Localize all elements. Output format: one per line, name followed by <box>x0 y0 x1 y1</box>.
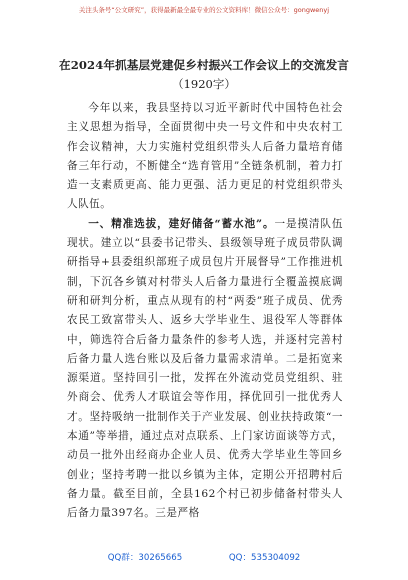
section-text: 一是摸清队伍现状。建立以“县委书记带头、县级领导班子成员带队调研指导+县委组织部班子成员包片开展督导”工作推进机制，下沉各乡镇对村带头人后备力量进行全覆盖摸底调研和研判分析，重点从现有的村“两委”班子成员、优秀农民工致富带头人、返乡大学毕业生、退役军人等群体中，筛选符合后备力量条件的参考人选，并逐村完善村后备力量人选台账以及后备力量需求清单。二是拓宽来源渠道。坚持回引一批，发挥在外流动党员党组织、驻外商会、优秀人才联谊会等作用，择优回引一批优秀人才。坚持吸纳一批制作关于产业发展、创业扶持政策“一本通”等举措，通过点对点联系、上门家访面谈等方式，动员一批外出经商办企业人员、优秀大学毕业生等回乡创业；坚持考聘一批以乡镇为主体，定期公开招聘村后备力量。截至目前，全县162个村已初步储备村带头人后备力量397名。三是严格 <box>67 217 343 520</box>
paragraph-section-1 <box>67 215 343 524</box>
footer-qq: QQ：535304092 <box>228 553 301 563</box>
promo-banner-line1: 关注头条号“公文研究”，获得最新最全最专业的公文资料库！微信公众号：gongwenyj <box>78 6 330 14</box>
paragraph-intro: 今年以来，我县坚持以习近平新时代中国特色社会主义思想为指导，全面贯彻中央一号文件和中央农村工作会议精神，大力实施村党组织带头人后备力量培育储备三年行动，不断健全“选育管用”全链条机制，着力打造一支素质更高、能力更强、活力更足的村党组织带头人队伍。 <box>67 102 343 211</box>
document-body <box>67 99 343 524</box>
promo-banner <box>0 6 408 14</box>
footer-qq-group: QQ群：30265665 <box>107 553 183 563</box>
document-title: 在2024年抓基层党建促乡村振兴工作会议上的交流发言 <box>59 58 349 72</box>
footer-contact <box>0 551 408 563</box>
section-heading: 一、精准选拔，建好储备“蓄水池”。 <box>88 217 275 230</box>
document-subtitle: （1920字） <box>172 77 236 91</box>
